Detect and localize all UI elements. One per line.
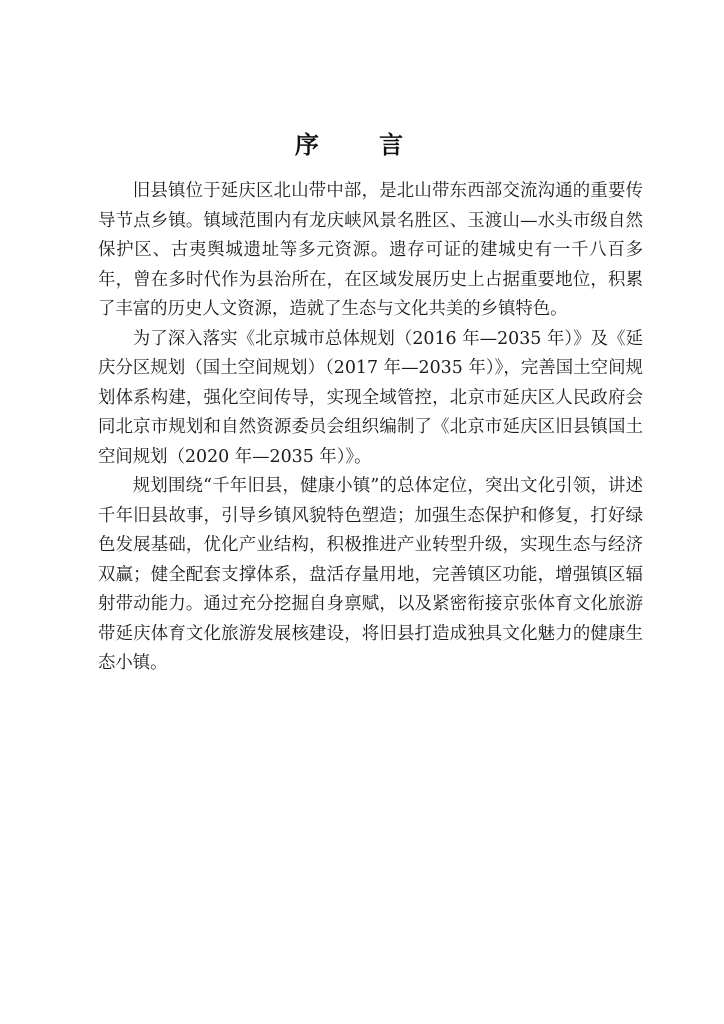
preface-body <box>98 177 643 679</box>
preface-title: 序 言 <box>294 131 430 159</box>
paragraph-2: 为了深入落实《北京城市总体规划（2016 年—2035 年）》及《延庆分区规划（国土空间规划）（2017 年—2035 年）》，完善国土空间规划体系构建，强化空间传导，实现全域管控，北京市延庆区人民政府会同北京市规划和自然资源委员会组织编制了《北京市延庆区旧县镇国土空间规划（2020 年—2035 年）》。 <box>98 328 643 467</box>
paragraph-3: 规划围绕“千年旧县，健康小镇”的总体定位，突出文化引领，讲述千年旧县故事，引导乡镇风貌特色塑造；加强生态保护和修复，打好绿色发展基础，优化产业结构，积极推进产业转型升级，实现生态与经济双赢；健全配套支撑体系，盘活存量用地，完善镇区功能，增强镇区辐射带动能力。通过充分挖掘自身禀赋，以及紧密衔接京张体育文化旅游带延庆体育文化旅游发展核建设，将旧县打造成独具文化魅力的健康生态小镇。 <box>98 476 643 673</box>
paragraph-1: 旧县镇位于延庆区北山带中部，是北山带东西部交流沟通的重要传导节点乡镇。镇域范围内有龙庆峡风景名胜区、玉渡山—水头市级自然保护区、古夷舆城遗址等多元资源。遗存可证的建城史有一千八百多年，曾在多时代作为县治所在，在区域发展历史上占据重要地位，积累了丰富的历史人文资源，造就了生态与文化共美的乡镇特色。 <box>98 181 643 319</box>
